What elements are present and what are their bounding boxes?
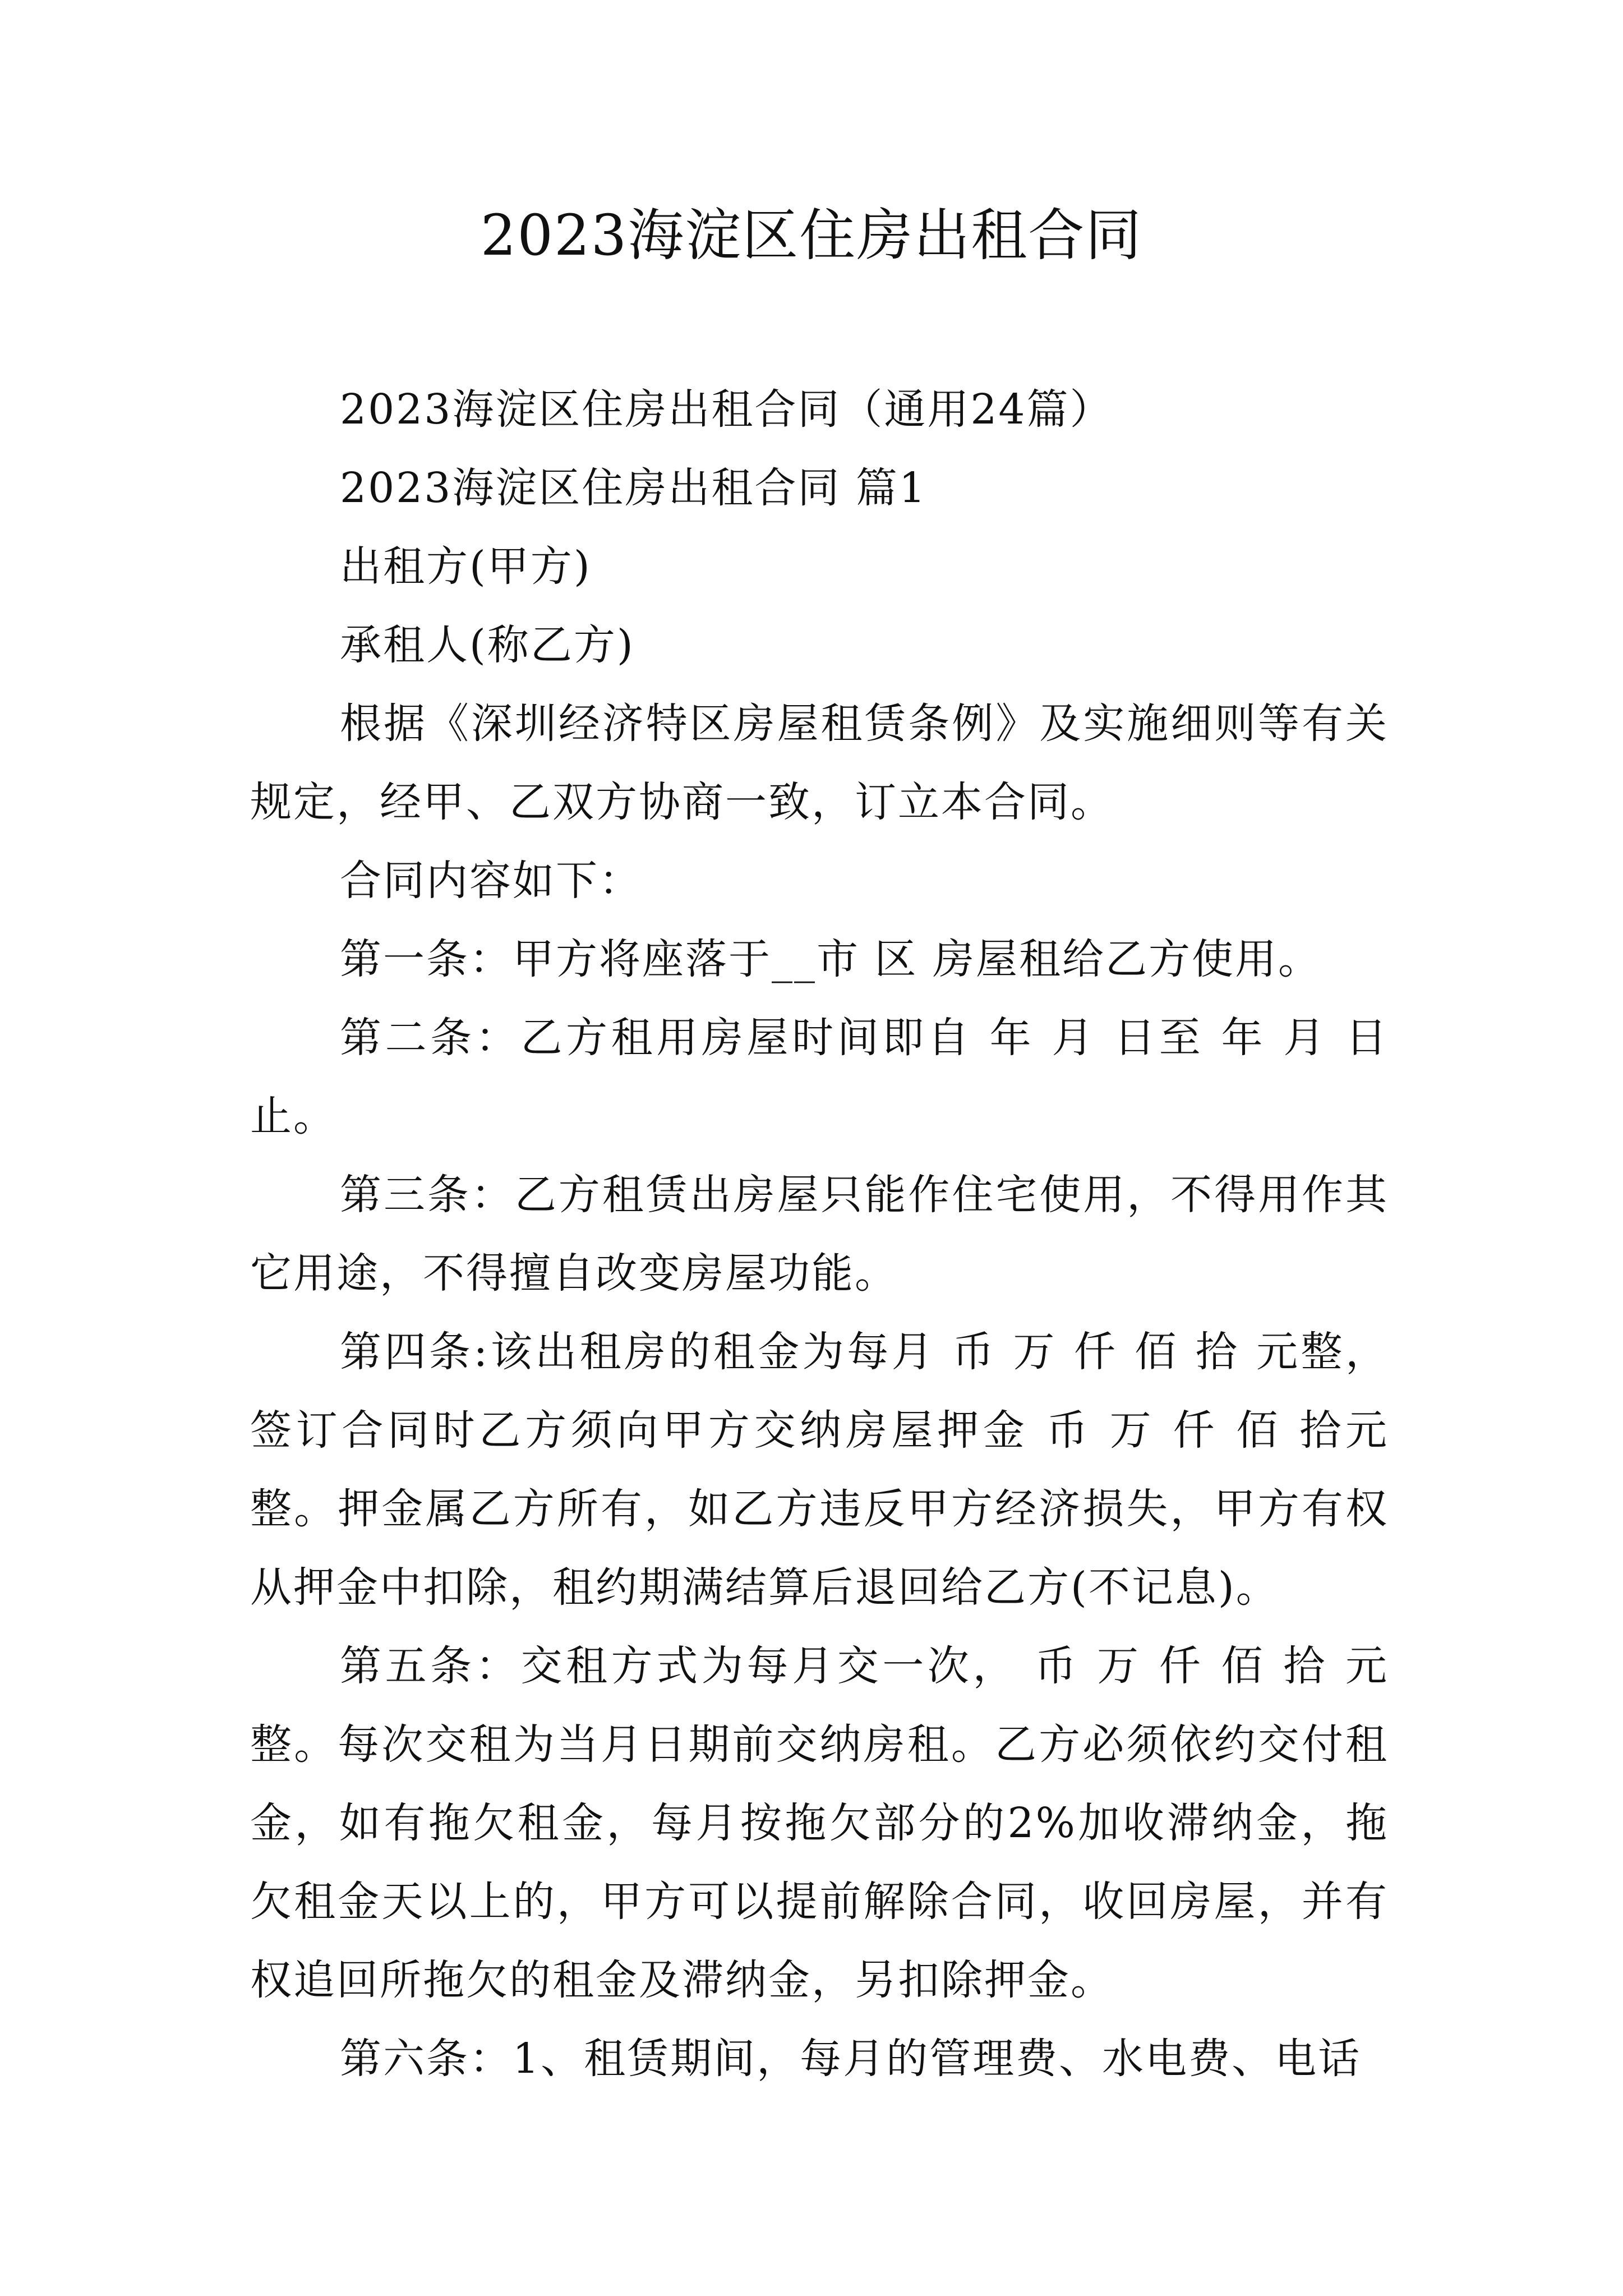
paragraph-contents-intro: 合同内容如下：: [340, 857, 642, 905]
paragraph-article-5: 第五条：交租方式为每月交一次， 币 万 仟 佰 拾 元整。每次交租为当月日期前交纳房租。乙方必须依约交付租金，如有拖欠租金，每月按拖欠部分的2%加收滞纳金，拖欠租金天以上的，甲方可以提前解除合同，收回房屋，并有权追回所拖欠的租金及滞纳金，另扣除押金。: [250, 1642, 1389, 2004]
paragraph-subtitle: 2023海淀区住房出租合同（通用24篇）: [340, 385, 1113, 434]
paragraph-section-heading: 2023海淀区住房出租合同 篇1: [340, 464, 927, 512]
paragraph-article-1: 第一条：甲方将座落于__市 区 房屋租给乙方使用。: [340, 935, 1322, 983]
paragraph-preamble: 根据《深圳经济特区房屋租赁条例》及实施细则等有关规定，经甲、乙双方协商一致，订立本合同。: [250, 700, 1389, 826]
document-body: [250, 370, 1389, 2098]
paragraph-lessor: 出租方(甲方): [340, 542, 592, 591]
paragraph-article-3: 第三条：乙方租赁出房屋只能作住宅使用，不得用作其它用途，不得擅自改变房屋功能。: [250, 1171, 1389, 1297]
paragraph-article-6: 第六条：1、租赁期间，每月的管理费、水电费、电话: [340, 2035, 1362, 2083]
paragraph-article-2: 第二条：乙方租用房屋时间即自 年 月 日至 年 月 日止。: [250, 1014, 1389, 1140]
paragraph-article-4: 第四条:该出租房的租金为每月 币 万 仟 佰 拾 元整，签订合同时乙方须向甲方交纳房屋押金 币 万 仟 佰 拾元整。押金属乙方所有，如乙方违反甲方经济损失，甲方有权从押金中扣除，租约期满结算后退回给乙方(不记息)。: [250, 1328, 1389, 1612]
document-title: 2023海淀区住房出租合同: [480, 203, 1143, 268]
paragraph-lessee: 承租人(称乙方): [340, 621, 635, 669]
